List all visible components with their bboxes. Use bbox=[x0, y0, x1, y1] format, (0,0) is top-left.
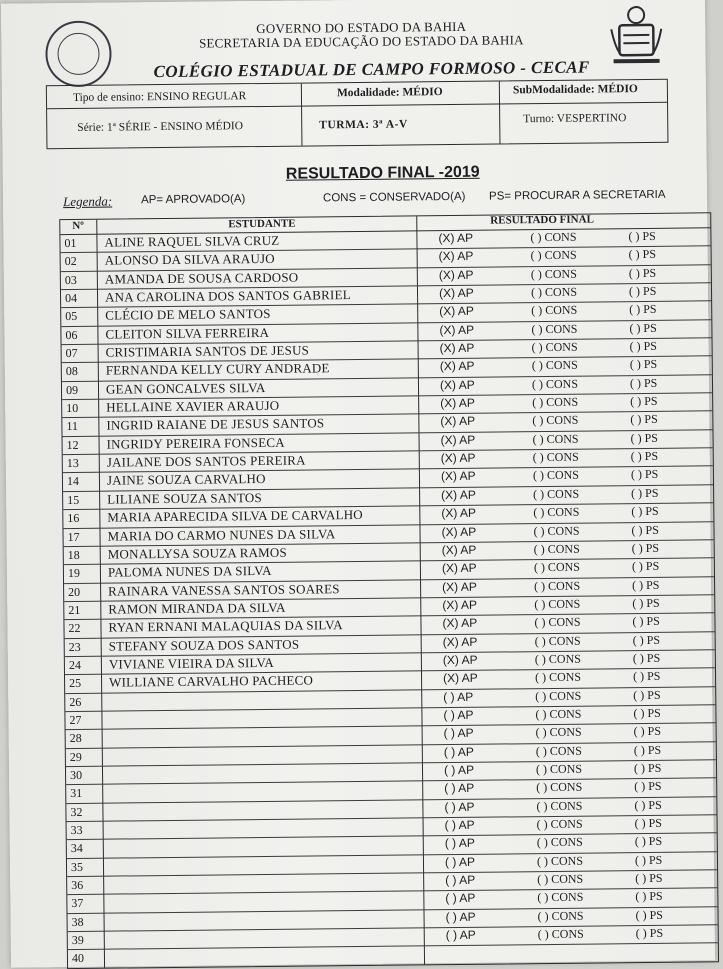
checkbox-ps: ( ) PS bbox=[635, 925, 664, 941]
checkbox-cons: ( ) CONS bbox=[532, 431, 579, 446]
checkbox-ps: ( ) PS bbox=[630, 430, 658, 445]
row-number: 23 bbox=[68, 639, 81, 654]
checkbox-cons: ( ) CONS bbox=[534, 596, 581, 612]
row-number: 40 bbox=[71, 951, 85, 966]
checkbox-cons: ( ) CONS bbox=[531, 339, 578, 355]
checkbox-cons: ( ) CONS bbox=[536, 835, 583, 850]
student-name: PALOMA NUNES DA SILVA bbox=[107, 563, 272, 580]
checkbox-ps: ( ) PS bbox=[628, 283, 657, 299]
class-info-box bbox=[46, 79, 669, 150]
row-number: 18 bbox=[67, 547, 80, 562]
row-number: 26 bbox=[69, 694, 82, 709]
checkbox-ap: ( ) AP bbox=[443, 689, 474, 704]
checkbox-cons: ( ) CONS bbox=[535, 688, 582, 703]
checkbox-ap: (X) AP bbox=[442, 597, 478, 612]
student-name: STEFANY SOUZA DOS SANTOS bbox=[108, 636, 300, 654]
checkbox-ap: ( ) AP bbox=[445, 872, 476, 888]
student-name: RAINARA VANESSA SANTOS SOARES bbox=[108, 580, 340, 599]
row-number: 39 bbox=[71, 932, 84, 948]
student-name: ANA CAROLINA DOS SANTOS GABRIEL bbox=[104, 287, 351, 305]
checkbox-ps: ( ) PS bbox=[631, 522, 659, 537]
row-number: 22 bbox=[68, 621, 81, 636]
col-number-header: Nº bbox=[72, 219, 84, 232]
student-name: FERNANDA KELLY CURY ANDRADE bbox=[105, 360, 330, 379]
table-body bbox=[60, 228, 718, 968]
checkbox-ap: (X) AP bbox=[441, 524, 477, 539]
student-name: CLEITON SILVA FERREIRA bbox=[105, 324, 270, 342]
row-number: 28 bbox=[69, 731, 82, 746]
row-number: 09 bbox=[65, 382, 79, 397]
row-number: 24 bbox=[68, 657, 81, 672]
checkbox-ps: ( ) PS bbox=[629, 375, 658, 390]
row-number: 20 bbox=[68, 584, 81, 599]
checkbox-ps: ( ) PS bbox=[631, 559, 660, 574]
row-number: 34 bbox=[70, 841, 83, 856]
student-name: RYAN ERNANI MALAQUIAS DA SILVA bbox=[108, 617, 343, 635]
checkbox-cons: ( ) CONS bbox=[530, 284, 578, 300]
checkbox-ap: (X) AP bbox=[438, 249, 474, 264]
student-name: INGRIDY PEREIRA FONSECA bbox=[106, 434, 285, 452]
checkbox-cons: ( ) CONS bbox=[531, 358, 578, 373]
student-name: INGRID RAIANE DE JESUS SANTOS bbox=[106, 415, 325, 434]
checkbox-ap: (X) AP bbox=[442, 671, 478, 686]
checkbox-cons: ( ) CONS bbox=[531, 321, 578, 336]
checkbox-ps: ( ) PS bbox=[633, 724, 662, 739]
checkbox-ps: ( ) PS bbox=[633, 760, 662, 776]
legend bbox=[61, 188, 701, 215]
checkbox-ps: ( ) PS bbox=[631, 540, 660, 555]
checkbox-ap: (X) AP bbox=[440, 395, 475, 411]
row-number: 07 bbox=[65, 345, 78, 361]
checkbox-ps: ( ) PS bbox=[628, 265, 657, 280]
row-number: 03 bbox=[64, 272, 77, 287]
checkbox-cons: ( ) CONS bbox=[537, 871, 584, 887]
checkbox-ap: ( ) AP bbox=[444, 817, 475, 833]
checkbox-cons: ( ) CONS bbox=[536, 816, 583, 832]
row-number: 12 bbox=[66, 437, 79, 452]
checkbox-cons: ( ) CONS bbox=[537, 890, 584, 905]
checkbox-ps: ( ) PS bbox=[634, 797, 662, 812]
row-number: 35 bbox=[70, 859, 84, 874]
checkbox-cons: ( ) CONS bbox=[533, 559, 580, 575]
checkbox-ps: ( ) PS bbox=[630, 448, 659, 464]
checkbox-ps: ( ) PS bbox=[632, 632, 661, 647]
checkbox-ps: ( ) PS bbox=[635, 889, 663, 904]
row-number: 31 bbox=[70, 786, 83, 801]
row-number: 02 bbox=[64, 254, 77, 269]
row-number: 05 bbox=[65, 309, 78, 324]
government-line: GOVERNO DO ESTADO DA BAHIA bbox=[256, 18, 467, 37]
checkbox-cons: ( ) CONS bbox=[533, 541, 580, 557]
checkbox-ap: ( ) AP bbox=[443, 707, 474, 723]
checkbox-ap: (X) AP bbox=[440, 432, 476, 447]
checkbox-ap: (X) AP bbox=[438, 285, 474, 301]
checkbox-ap: ( ) AP bbox=[445, 891, 476, 906]
checkbox-ap: (X) AP bbox=[440, 414, 476, 429]
checkbox-ps: ( ) PS bbox=[630, 412, 658, 427]
checkbox-cons: ( ) CONS bbox=[535, 706, 582, 722]
checkbox-ps: ( ) PS bbox=[634, 834, 663, 849]
checkbox-ps: ( ) PS bbox=[634, 852, 663, 867]
checkbox-cons: ( ) CONS bbox=[536, 798, 583, 813]
row-number: 11 bbox=[66, 419, 79, 434]
student-name: JAINE SOUZA CARVALHO bbox=[106, 471, 266, 489]
checkbox-cons: ( ) CONS bbox=[534, 578, 581, 593]
row-number: 08 bbox=[65, 364, 78, 379]
checkbox-ps: ( ) PS bbox=[633, 742, 662, 757]
student-name: ALINE RAQUEL SILVA CRUZ bbox=[104, 232, 280, 250]
checkbox-cons: ( ) CONS bbox=[534, 651, 581, 667]
checkbox-ps: ( ) PS bbox=[633, 687, 661, 702]
checkbox-ap: ( ) AP bbox=[444, 836, 475, 851]
checkbox-ap: (X) AP bbox=[440, 450, 476, 466]
student-name: MONALLYSA SOUZA RAMOS bbox=[107, 544, 287, 562]
row-number: 14 bbox=[66, 474, 80, 489]
checkbox-cons: ( ) CONS bbox=[535, 724, 582, 740]
checkbox-ap: (X) AP bbox=[438, 230, 474, 246]
checkbox-ps: ( ) PS bbox=[632, 650, 661, 666]
student-name: MARIA DO CARMO NUNES DA SILVA bbox=[107, 525, 336, 544]
row-number: 37 bbox=[71, 896, 84, 911]
checkbox-cons: ( ) CONS bbox=[534, 633, 581, 648]
checkbox-cons: ( ) CONS bbox=[530, 229, 577, 245]
checkbox-cons: ( ) CONS bbox=[531, 303, 578, 318]
row-number: 25 bbox=[69, 676, 82, 691]
checkbox-cons: ( ) CONS bbox=[530, 248, 577, 263]
row-number: 10 bbox=[66, 401, 79, 416]
row-number: 30 bbox=[69, 767, 83, 782]
checkbox-ap: ( ) AP bbox=[444, 799, 475, 814]
checkbox-cons: ( ) CONS bbox=[537, 926, 584, 942]
results-table bbox=[59, 212, 719, 969]
checkbox-ap: (X) AP bbox=[439, 359, 475, 374]
checkbox-ps: ( ) PS bbox=[628, 247, 657, 262]
checkbox-ps: ( ) PS bbox=[632, 614, 660, 629]
checkbox-ps: ( ) PS bbox=[635, 870, 663, 886]
checkbox-ps: ( ) PS bbox=[629, 338, 658, 354]
row-number: 33 bbox=[70, 822, 83, 838]
col-student-header: ESTUDANTE bbox=[228, 217, 296, 231]
checkbox-ap: (X) AP bbox=[439, 340, 475, 356]
checkbox-ap: ( ) AP bbox=[443, 762, 475, 778]
checkbox-ps: ( ) PS bbox=[629, 320, 657, 335]
legend-ap: AP= APROVADO(A) bbox=[140, 193, 246, 207]
student-name: CRISTIMARIA SANTOS DE JESUS bbox=[105, 342, 310, 360]
serie: Série: 1ª SÉRIE - ENSINO MÉDIO bbox=[77, 120, 244, 134]
checkbox-ps: ( ) PS bbox=[631, 504, 659, 519]
turma: TURMA: 3ª A-V bbox=[319, 118, 408, 132]
legend-label: Legenda: bbox=[62, 193, 113, 210]
checkbox-ap: (X) AP bbox=[442, 615, 478, 631]
row-number: 16 bbox=[67, 511, 80, 526]
checkbox-cons: ( ) CONS bbox=[532, 449, 579, 465]
checkbox-cons: ( ) CONS bbox=[534, 614, 581, 630]
student-name: RAMON MIRANDA DA SILVA bbox=[108, 599, 286, 617]
checkbox-ps: ( ) PS bbox=[630, 393, 658, 409]
student-name: JAILANE DOS SANTOS PEREIRA bbox=[106, 452, 306, 470]
student-name: LILIANE SOUZA SANTOS bbox=[107, 489, 262, 507]
checkbox-cons: ( ) CONS bbox=[531, 376, 579, 391]
checkbox-ps: ( ) PS bbox=[631, 485, 659, 500]
checkbox-cons: ( ) CONS bbox=[532, 413, 579, 428]
checkbox-cons: ( ) CONS bbox=[530, 266, 577, 281]
checkbox-ap: (X) AP bbox=[439, 322, 475, 337]
checkbox-ap: (X) AP bbox=[441, 505, 477, 521]
row-number: 19 bbox=[67, 566, 81, 581]
checkbox-ps: ( ) PS bbox=[628, 228, 656, 244]
checkbox-ap: (X) AP bbox=[442, 579, 477, 594]
legend-cons: CONS = CONSERVADO(A) bbox=[322, 190, 466, 205]
state-seal-icon bbox=[45, 21, 112, 88]
checkbox-ap: (X) AP bbox=[442, 652, 478, 668]
row-number: 15 bbox=[67, 492, 80, 507]
col-result-header: RESULTADO FINAL bbox=[490, 213, 594, 227]
modalidade: Modalidade: MÉDIO bbox=[336, 86, 443, 100]
document-sheet bbox=[1, 0, 715, 968]
row-number: 17 bbox=[67, 529, 80, 544]
checkbox-ps: ( ) PS bbox=[629, 357, 658, 372]
checkbox-ap: (X) AP bbox=[441, 560, 477, 576]
legend-ps: PS= PROCURAR A SECRETARIA bbox=[488, 188, 666, 203]
row-number: 38 bbox=[71, 914, 84, 929]
row-number: 32 bbox=[70, 804, 83, 819]
student-name: ALONSO DA SILVA ARAUJO bbox=[104, 251, 275, 268]
checkbox-cons: ( ) CONS bbox=[535, 761, 583, 777]
checkbox-cons: ( ) CONS bbox=[536, 853, 584, 868]
student-name: HELLAINE XAVIER ARAUJO bbox=[106, 397, 280, 415]
checkbox-cons: ( ) CONS bbox=[535, 743, 582, 758]
row-number: 36 bbox=[71, 877, 84, 893]
checkbox-ap: (X) AP bbox=[442, 634, 478, 649]
checkbox-cons: ( ) CONS bbox=[533, 504, 580, 520]
submodalidade: SubModalidade: MÉDIO bbox=[512, 83, 638, 97]
student-name: VIVIANE VIEIRA DA SILVA bbox=[108, 654, 275, 672]
checkbox-ps: ( ) PS bbox=[632, 595, 660, 611]
checkbox-cons: ( ) CONS bbox=[532, 394, 579, 410]
checkbox-ap: ( ) AP bbox=[444, 854, 476, 869]
row-number: 27 bbox=[69, 712, 82, 727]
student-name: CLÉCIO DE MELO SANTOS bbox=[105, 306, 271, 324]
checkbox-ap: ( ) AP bbox=[445, 909, 476, 924]
secretariat-line: SECRETARIA DA EDUCAÇÃO DO ESTADO DA BAHIA bbox=[198, 32, 524, 51]
checkbox-ap: ( ) AP bbox=[443, 726, 474, 741]
turno: Turno: VESPERTINO bbox=[523, 112, 627, 126]
school-name: COLÉGIO ESTADUAL DE CAMPO FORMOSO - CECAF bbox=[153, 57, 590, 82]
student-name: MARIA APARECIDA SILVA DE CARVALHO bbox=[107, 507, 363, 525]
checkbox-ps: ( ) PS bbox=[632, 669, 661, 684]
checkbox-cons: ( ) CONS bbox=[536, 779, 583, 795]
checkbox-ap: (X) AP bbox=[441, 487, 476, 502]
checkbox-ps: ( ) PS bbox=[635, 907, 663, 922]
checkbox-ps: ( ) PS bbox=[634, 779, 662, 794]
checkbox-cons: ( ) CONS bbox=[533, 523, 580, 538]
checkbox-ap: (X) AP bbox=[438, 267, 474, 282]
checkbox-ap: ( ) AP bbox=[444, 781, 475, 796]
checkbox-ps: ( ) PS bbox=[630, 467, 659, 482]
student-name: WILLIANE CARVALHO PACHECO bbox=[109, 672, 314, 690]
checkbox-cons: ( ) CONS bbox=[537, 908, 584, 923]
checkbox-ps: ( ) PS bbox=[629, 302, 657, 317]
checkbox-ap: ( ) AP bbox=[443, 744, 474, 759]
row-number: 01 bbox=[64, 235, 77, 251]
row-number: 04 bbox=[64, 290, 78, 306]
checkbox-ps: ( ) PS bbox=[632, 577, 660, 592]
checkbox-cons: ( ) CONS bbox=[532, 468, 580, 483]
tipo-ensino: Tipo de ensino: ENSINO REGULAR bbox=[72, 90, 247, 104]
row-number: 29 bbox=[69, 749, 82, 764]
student-name: GEAN GONCALVES SILVA bbox=[105, 379, 266, 397]
checkbox-ps: ( ) PS bbox=[633, 705, 661, 721]
checkbox-ap: (X) AP bbox=[439, 377, 475, 392]
checkbox-cons: ( ) CONS bbox=[533, 486, 580, 501]
checkbox-ap: ( ) AP bbox=[445, 927, 476, 943]
checkbox-ap: (X) AP bbox=[441, 542, 477, 557]
row-number: 13 bbox=[66, 456, 79, 471]
checkbox-ps: ( ) PS bbox=[634, 815, 663, 831]
checkbox-ap: (X) AP bbox=[439, 304, 474, 319]
row-number: 06 bbox=[65, 327, 78, 342]
page-title: RESULTADO FINAL -2019 bbox=[285, 163, 480, 183]
checkbox-cons: ( ) CONS bbox=[534, 669, 582, 685]
checkbox-ap: (X) AP bbox=[440, 469, 476, 484]
student-name: AMANDA DE SOUSA CARDOSO bbox=[104, 269, 299, 287]
row-number: 21 bbox=[68, 602, 81, 617]
